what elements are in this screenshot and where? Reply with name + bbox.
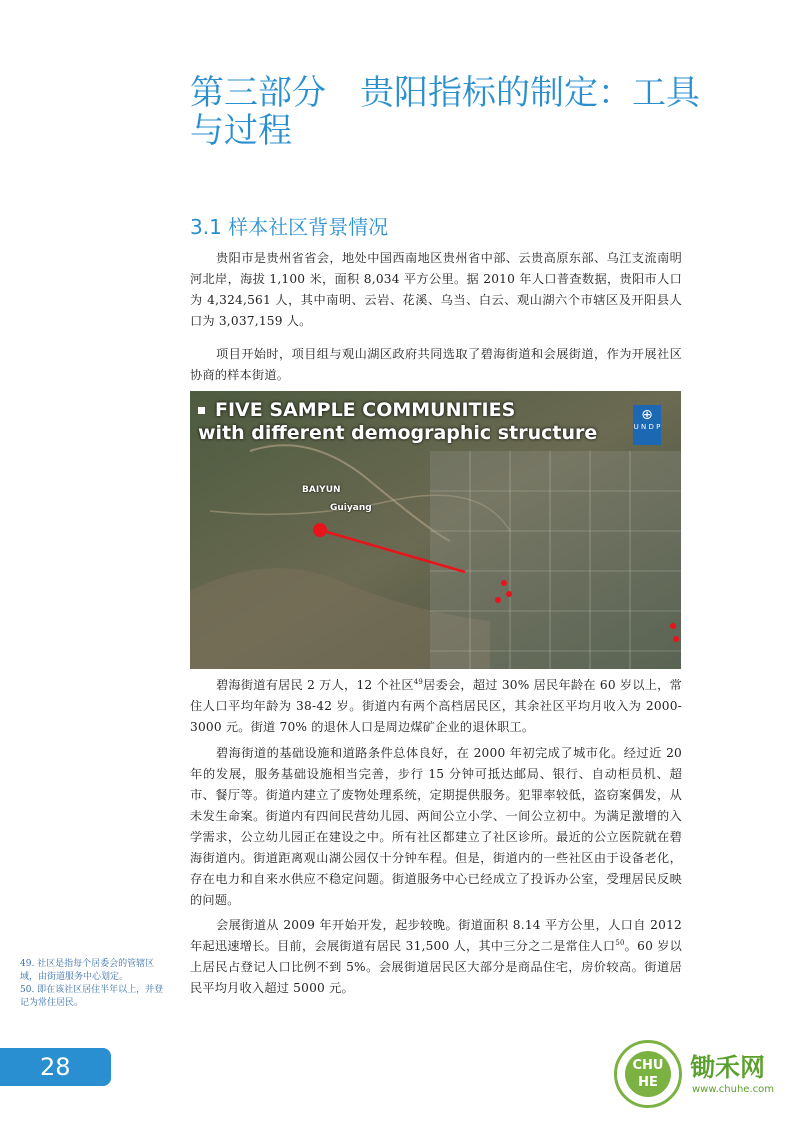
page-number-tab bbox=[0, 1048, 111, 1086]
figure-title-line2: with different demographic structure bbox=[198, 422, 598, 444]
footnote-49: 49. 社区是指每个居委会的管辖区域，由街道服务中心划定。 bbox=[20, 959, 155, 982]
bullet-icon bbox=[198, 407, 205, 414]
footnotes bbox=[20, 958, 172, 1010]
chuhe-logo bbox=[614, 1040, 682, 1108]
map-label-guiyang: Guiyang bbox=[330, 503, 372, 513]
map-label-baiyun: BAIYUN bbox=[302, 485, 341, 495]
figure-title bbox=[198, 399, 597, 445]
paragraph-bihai-infrastructure: 碧海街道的基础设施和道路条件总体良好，在 2000 年初完成了城市化。经过近 20 年的发展，服务基础设施相当完善，步行 15 分钟可抵达邮局、银行、自动柜员机、超市、餐厅等。街道内建立了废物处理系统，定期提供服务。犯罪率较低，盗窃案偶发，从未发生命案。街道内有四间民营幼儿园、两间公立小学、一间公立初中。为满足激增的入学需求，公立幼儿园正在建设之中。所有社区都建立了社区诊所。最近的公立医院就在碧海街道内。街道距离观山湖公园仅十分钟车程。但是，街道内的一些社区由于设备老化，存在电力和自来水供应不稳定问题。街道服务中心已经成立了投诉办公室，受理居民反映的问题。 bbox=[190, 746, 682, 907]
paragraph-huizhan-text-a: 会展街道从 2009 年开始开发，起步较晚。街道面积 8.14 平方公里，人口自 2012 年起迅速增长。目前，会展街道有居民 31,500 人，其中三分之二是常住人口 bbox=[190, 918, 682, 953]
paragraph-bihai-text-a: 碧海街道有居民 2 万人，12 个社区 bbox=[216, 678, 414, 692]
paragraph-guiyang-overview: 贵阳市是贵州省省会，地处中国西南地区贵州省中部、云贵高原东部、乌江支流南明河北岸，海拔 1,100 米，面积 8,034 平方公里。据 2010 年人口普查数据，贵阳市人口为 4,324,561 人，其中南明、云岩、花溪、乌当、白云、观山湖六个市辖区及开阳县人口为 3,037,159 人。 bbox=[190, 251, 682, 328]
paragraph-sample-selection: 项目开始时，项目组与观山湖区政府共同选取了碧海街道和会展街道，作为开展社区协商的样本街道。 bbox=[190, 347, 682, 382]
paragraph-bihai-demographics bbox=[190, 675, 682, 738]
section-title: 3.1 样本社区背景情况 bbox=[190, 215, 389, 239]
brand-name: 锄禾网 bbox=[690, 1053, 766, 1082]
chuhe-logo-mark: CHU HE bbox=[625, 1051, 671, 1097]
page-number: 28 bbox=[40, 1053, 71, 1081]
footnote-ref-49[interactable]: 49 bbox=[413, 677, 424, 686]
paragraph-huizhan-text-b: 。60 岁以上居民占登记人口比例不到 5%。会展街道居民区大部分是商品住宅，房价较高。街道居民平均月收入超过 5000 元。 bbox=[190, 939, 682, 995]
paragraph-bihai-text-b: 居委会，超过 30% 居民年龄在 60 岁以上，常住人口平均年龄为 38-42 岁。街道内有两个高档居民区，其余社区平均月收入为 2000-3000 元。街道 70% 的退休人口是周边煤矿企业的退休职工。 bbox=[190, 678, 683, 734]
part-title: 第三部分 贵阳指标的制定：工具与过程 bbox=[190, 73, 700, 151]
brand-url[interactable]: www.chuhe.com bbox=[692, 1084, 774, 1095]
figure-title-line1: FIVE SAMPLE COMMUNITIES bbox=[215, 399, 516, 421]
undp-logo: ⊕ U N D P bbox=[633, 405, 661, 445]
paragraph-huizhan bbox=[190, 915, 682, 999]
undp-logo-text: U N D P bbox=[633, 423, 661, 431]
footnote-50: 50. 即在该社区居住半年以上，并登记为常住居民。 bbox=[20, 985, 164, 1008]
footnote-ref-50[interactable]: 50 bbox=[615, 938, 625, 947]
sample-communities-map bbox=[190, 391, 681, 669]
